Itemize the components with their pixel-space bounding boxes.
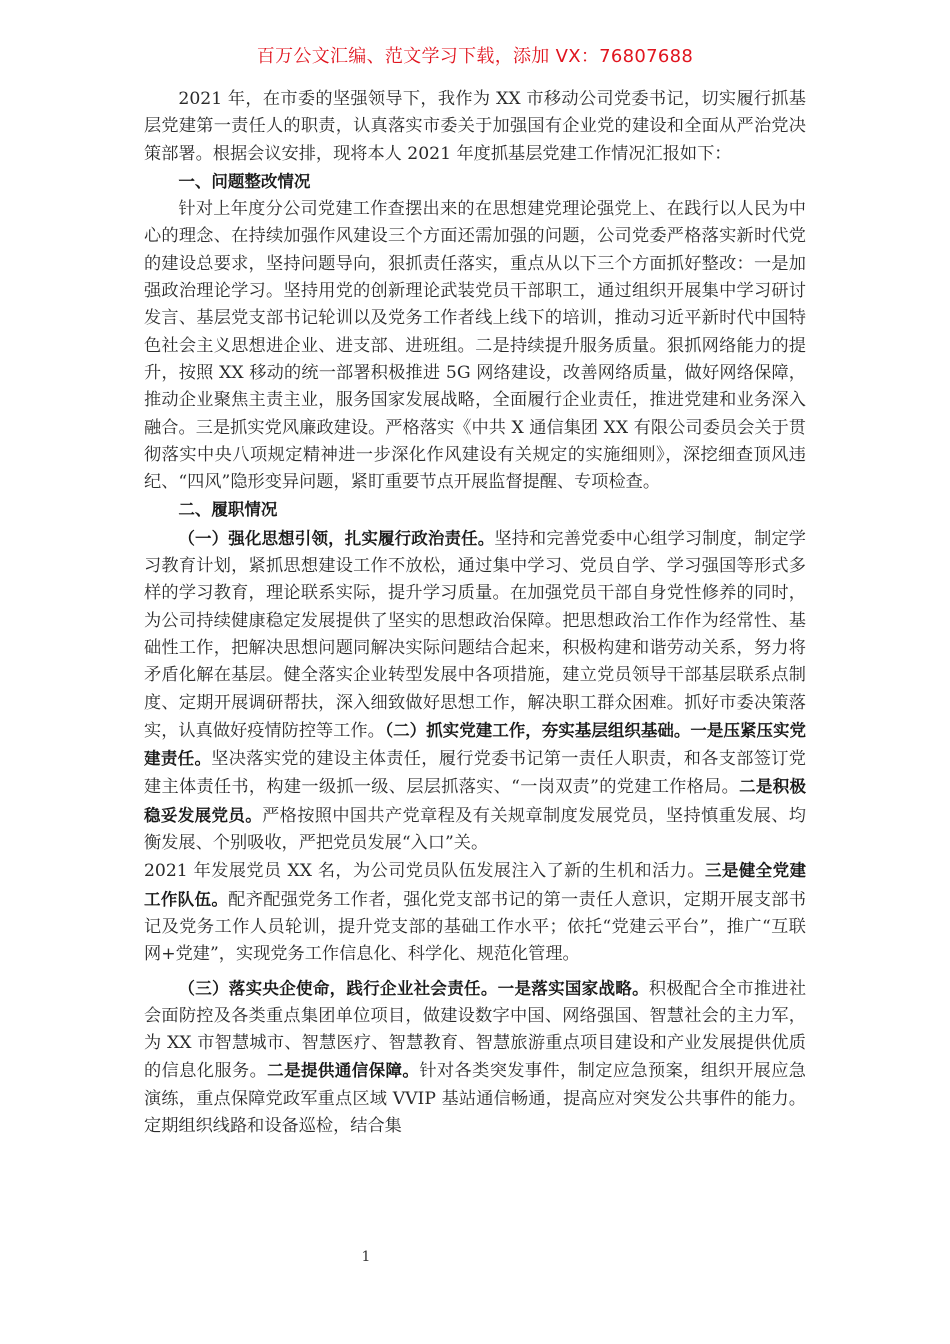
section2-paragraph-2: 2021 年发展党员 XX 名，为公司党员队伍发展注入了新的生机和活力。三是健全党建工作队伍。配齐配强党务工作者，强化党支部书记的第一责任人意识，定期开展支部书记及党务工作人员轮训，提升党支部的基础工作水平；依托“党建云平台”，推广“互联网+党建”，实现党务工作信息化、科学化、规范化管理。: [144, 861, 807, 965]
point-3-2: 二是提供通信保障。: [267, 1061, 420, 1081]
subheading-1: （一）强化思想引领，扎实履行政治责任。: [178, 528, 495, 548]
subheading-2: （二）抓实党建工作，夯实基层组织基础。: [384, 720, 691, 740]
section-heading-1: 一、问题整改情况: [178, 171, 311, 191]
document-body: [144, 86, 806, 1140]
subheading-3: （三）落实央企使命，践行企业社会责任。: [178, 978, 498, 998]
section2-paragraph-3: （三）落实央企使命，践行企业社会责任。一是落实国家战略。积极配合全市推进社会面防控及各类重点集团单位项目，做建设数字中国、网络强国、智慧社会的主力军，为 XX 市智慧城市、智慧医疗、智慧教育、智慧旅游重点项目建设和产业发展提供优质的信息化服务。二是提供通信保障。针对各类突发事件，制定应急预案，组织开展应急演练，重点保障党政军重点区域 VVIP 基站通信畅通，提高应对突发公共事件的能力。定期组织线路和设备巡检，结合集: [144, 978, 807, 1136]
section1-paragraph: 针对上年度分公司党建工作查摆出来的在思想建党理论强党上、在践行以人民为中心的理念、在持续加强作风建设三个方面还需加强的问题，公司党委严格落实新时代党的建设总要求，坚持问题导向，狠抓责任落实，重点从以下三个方面抓好整改：一是加强政治理论学习。坚持用党的创新理论武装党员干部职工，通过组织开展集中学习研讨发言、基层党支部书记轮训以及党务工作者线上线下的培训，推动习近平新时代中国特色社会主义思想进企业、进支部、进班组。二是持续提升服务质量。狠抓网络能力的提升，按照 XX 移动的统一部署积极推进 5G 网络建设，改善网络质量，做好网络保障，推动企业聚焦主责主业，服务国家发展战略，全面履行企业责任，推进党建和业务深入融合。三是抓实党风廉政建设。严格落实《中共 X 通信集团 XX 有限公司委员会关于贯彻落实中央八项规定精神进一步深化作风建设有关规定的实施细则》，深挖细查顶风违纪、“四风”隐形变异问题，紧盯重要节点开展监督提醒、专项检查。: [144, 199, 806, 493]
section2-paragraph-1: （一）强化思想引领，扎实履行政治责任。坚持和完善党委中心组学习制度，制定学习教育计划，紧抓思想建设工作不放松，通过集中学习、党员自学、学习强国等形式多样的学习教育，理论联系实际，提升学习质量。在加强党员干部自身党性修养的同时，为公司持续健康稳定发展提供了坚实的思想政治保障。把思想政治工作作为经常性、基础性工作，把解决思想问题同解决实际问题结合起来，积极构建和谐劳动关系，努力将矛盾化解在基层。健全落实企业转型发展中各项措施，建立党员领导干部基层联系点制度、定期开展调研帮扶，深入细致做好思想工作，解决职工群众困难。抓好市委决策落实，认真做好疫情防控等工作。（二）抓实党建工作，夯实基层组织基础。一是压紧压实党建责任。坚决落实党的建设主体责任，履行党委书记第一责任人职责，和各支部签订党建主体责任书，构建一级抓一级、层层抓落实、“一岗双责”的党建工作格局。二是积极稳妥发展党员。严格按照中国共产党章程及有关规章制度发展党员，坚持慎重发展、均衡发展、个别吸收，严把党员发展“入口”关。: [144, 528, 807, 854]
point-2-1: 一是压紧压实党建责任。: [144, 720, 806, 769]
point-2-2: 二是积极稳妥发展党员。: [144, 777, 807, 825]
watermark-banner: 百万公文汇编、范文学习下载，添加 VX：76807688: [256, 46, 694, 67]
point-3-1: 一是落实国家战略。: [497, 978, 649, 998]
point-2-3: 三是健全党建工作队伍。: [144, 861, 807, 909]
intro-paragraph: 2021 年，在市委的坚强领导下，我作为 XX 市移动公司党委书记，切实履行抓基层党建第一责任人的职责，认真落实市委关于加强国有企业党的建设和全面从严治党决策部署。根据会议安排，现将本人 2021 年度抓基层党建工作情况汇报如下：: [144, 89, 806, 164]
page-number: 1: [361, 1249, 371, 1265]
section-heading-2: 二、履职情况: [178, 500, 278, 520]
